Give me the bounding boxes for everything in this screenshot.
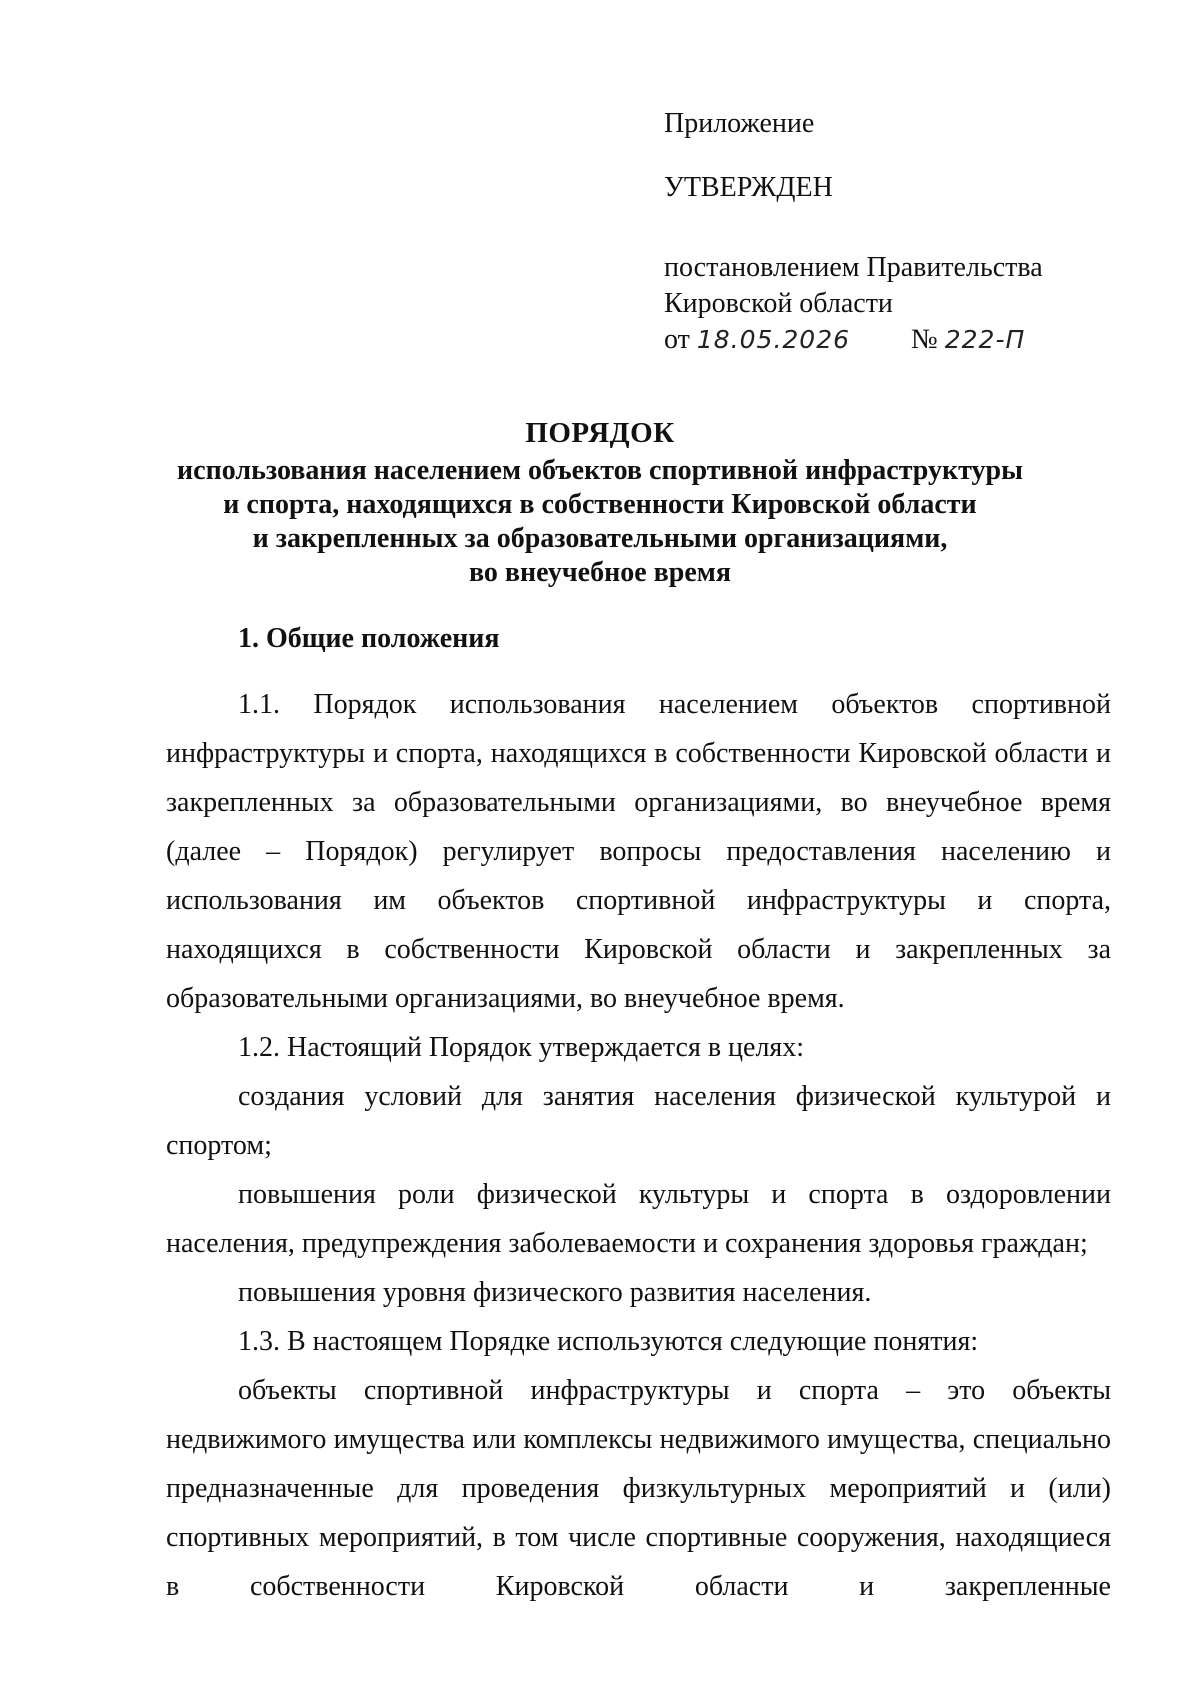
title-line-3: и закрепленных за образовательными организациями, bbox=[252, 523, 948, 554]
title-line-2: и спорта, находящихся в собственности Кировской области bbox=[223, 489, 977, 520]
decree-line-1: постановлением Правительства bbox=[664, 252, 1043, 283]
section-heading: 1. Общие положения bbox=[238, 623, 500, 654]
document-body bbox=[166, 622, 1111, 1611]
paragraph-definition: объекты спортивной инфраструктуры и спорта – это объекты недвижимого имущества или комплексы недвижимого имущества, специально предназначенные для проведения физкультурных мероприятий и (или) спортивных мероприятий, в том числе спортивные сооружения, находящиеся в собственности Кировской области и закрепленные bbox=[166, 1375, 1111, 1602]
title-line-4: во внеучебное время bbox=[468, 557, 732, 588]
paragraph-1-2: 1.2. Настоящий Порядок утверждается в целях: bbox=[238, 1032, 805, 1063]
handwritten-date: 18.05.2026 bbox=[696, 325, 851, 354]
title-main: ПОРЯДОК bbox=[525, 417, 675, 449]
paragraph-goal-2: повышения роли физической культуры и спорта в оздоровлении населения, предупреждения заболеваемости и сохранения здоровья граждан; bbox=[166, 1179, 1111, 1259]
paragraph-goal-1: создания условий для занятия населения физической культурой и спортом; bbox=[166, 1081, 1111, 1161]
number-label: № bbox=[911, 324, 938, 355]
decree-line-2: Кировской области bbox=[664, 288, 893, 319]
document-title bbox=[100, 416, 1100, 590]
date-number-line bbox=[664, 322, 1124, 358]
approved-label: УТВЕРЖДЕН bbox=[664, 172, 833, 203]
approval-block bbox=[664, 106, 1124, 358]
paragraph-1-1: 1.1. Порядок использования населением объектов спортивной инфраструктуры и спорта, находящихся в собственности Кировской области и закрепленных за образовательными организациями, во внеучебное время (далее – Порядок) регулирует вопросы предоставления населению и использования им объектов спортивной инфраструктуры и спорта, находящихся в собственности Кировской области и закрепленных за образовательными организациями, во внеучебное время. bbox=[166, 689, 1111, 1014]
paragraph-1-3: 1.3. В настоящем Порядке используются следующие понятия: bbox=[238, 1326, 979, 1357]
date-prefix: от bbox=[664, 324, 690, 355]
paragraph-goal-3: повышения уровня физического развития населения. bbox=[238, 1277, 872, 1308]
handwritten-number: 222-П bbox=[944, 325, 1026, 354]
appendix-label: Приложение bbox=[664, 108, 815, 139]
title-line-1: использования населением объектов спортивной инфраструктуры bbox=[177, 455, 1023, 486]
